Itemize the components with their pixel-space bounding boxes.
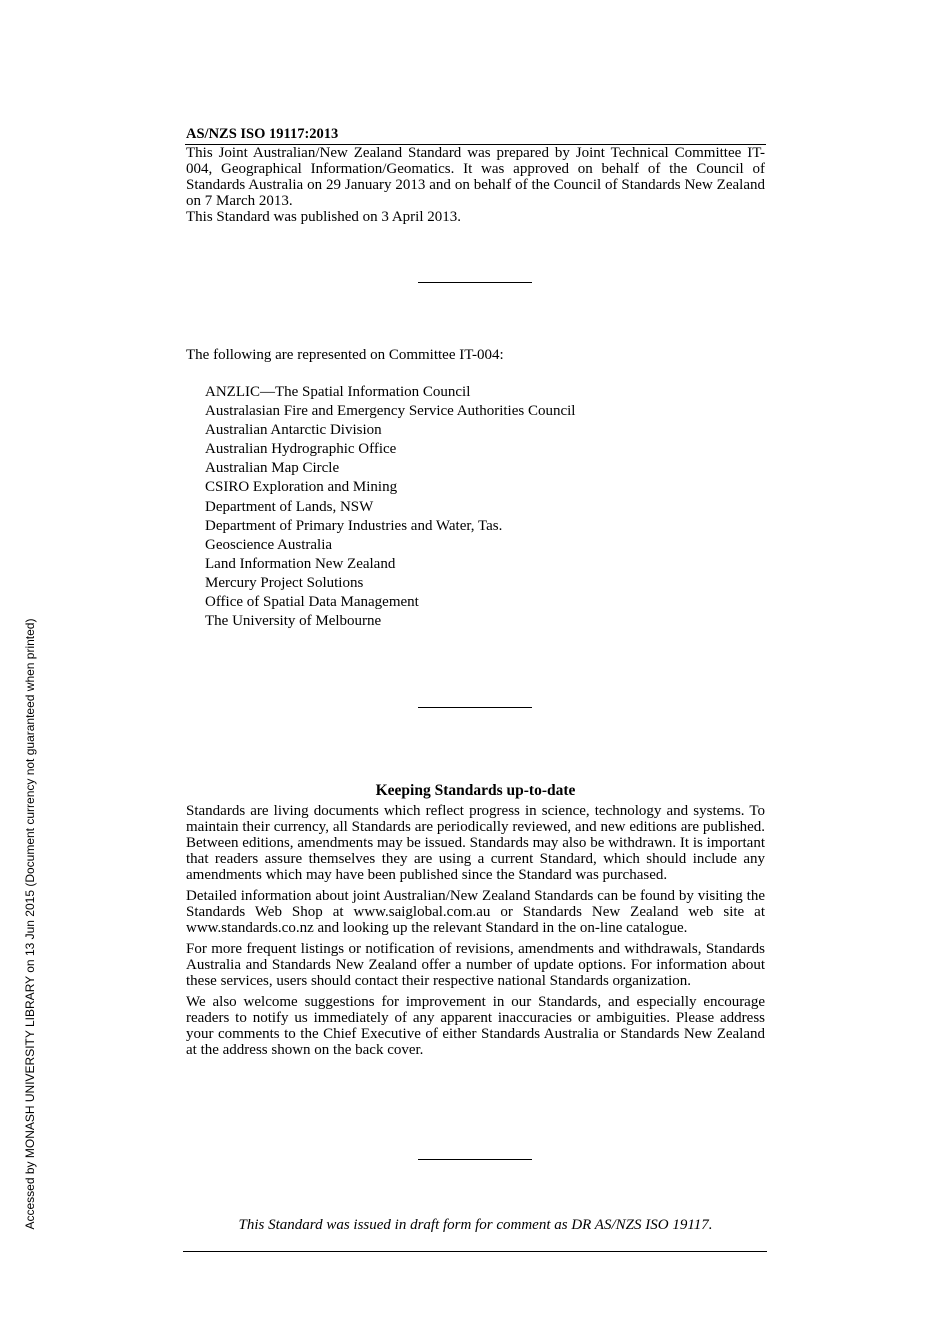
list-item: CSIRO Exploration and Mining	[205, 479, 398, 496]
list-item: Office of Spatial Data Management	[205, 594, 419, 611]
committee-heading: The following are represented on Committee IT-004:	[186, 347, 504, 363]
keeping-standards-body	[186, 803, 765, 1063]
list-item: Department of Primary Industries and Water, Tas.	[205, 517, 503, 534]
publication-date: This Standard was published on 3 April 2013.	[186, 209, 461, 225]
body-paragraph: We also welcome suggestions for improvement in our Standards, and especially encourage readers to notify us immediately of any apparent inaccuracies or ambiguities. Please address your comments to the Chief Executive of either Standards Australia or Standards New Zealand at the address shown on the back cover.	[186, 994, 765, 1058]
section-divider-1	[418, 282, 532, 283]
keeping-standards-heading: Keeping Standards up-to-date	[375, 782, 576, 799]
list-item: ANZLIC—The Spatial Information Council	[205, 384, 471, 400]
access-watermark: Accessed by MONASH UNIVERSITY LIBRARY on 13 Jun 2015 (Document currency not guaranteed when printed)	[23, 618, 37, 1230]
list-item: Australasian Fire and Emergency Service Authorities Council	[205, 403, 576, 420]
document-designation: AS/NZS ISO 19117:2013	[186, 126, 339, 142]
footer-rule	[183, 1251, 767, 1252]
list-item: Australian Antarctic Division	[205, 422, 382, 439]
preparation-statement	[186, 145, 765, 225]
list-item: Land Information New Zealand	[205, 555, 396, 572]
body-paragraph: Standards are living documents which reflect progress in science, technology and systems. To maintain their currency, all Standards are periodically reviewed, and new editions are published. Between editions, amendments may be issued. Standards may also be withdrawn. It is important that readers assure themselves they are using a current Standard, which should include any amendments which may have been published since the Standard was purchased.	[186, 803, 765, 883]
body-paragraph: For more frequent listings or notification of revisions, amendments and withdrawals, Standards Australia and Standards New Zealand offer a number of update options. For information about these services, users should contact their respective national Standards organization.	[186, 941, 765, 989]
list-item: Australian Map Circle	[205, 460, 340, 477]
committee-member-list	[205, 383, 575, 631]
list-item: The University of Melbourne	[205, 613, 382, 630]
list-item: Mercury Project Solutions	[205, 574, 364, 591]
section-divider-3	[418, 1159, 532, 1160]
list-item: Geoscience Australia	[205, 536, 333, 553]
body-paragraph: Detailed information about joint Australian/New Zealand Standards can be found by visiting the Standards Web Shop at www.saiglobal.com.au or Standards New Zealand web site at www.standards.co.nz and looking up the relevant Standard in the on-line catalogue.	[186, 888, 765, 936]
draft-note: This Standard was issued in draft form for comment as DR AS/NZS ISO 19117.	[238, 1217, 713, 1233]
section-divider-2	[418, 707, 532, 708]
approval-paragraph: This Joint Australian/New Zealand Standard was prepared by Joint Technical Committee IT-004, Geographical Information/Geomatics. It was approved on behalf of the Council of Standards Australia on 29 January 2013 and on behalf of the Council of Standards New Zealand on 7 March 2013.	[186, 145, 765, 209]
list-item: Australian Hydrographic Office	[205, 441, 397, 458]
list-item: Department of Lands, NSW	[205, 498, 374, 515]
